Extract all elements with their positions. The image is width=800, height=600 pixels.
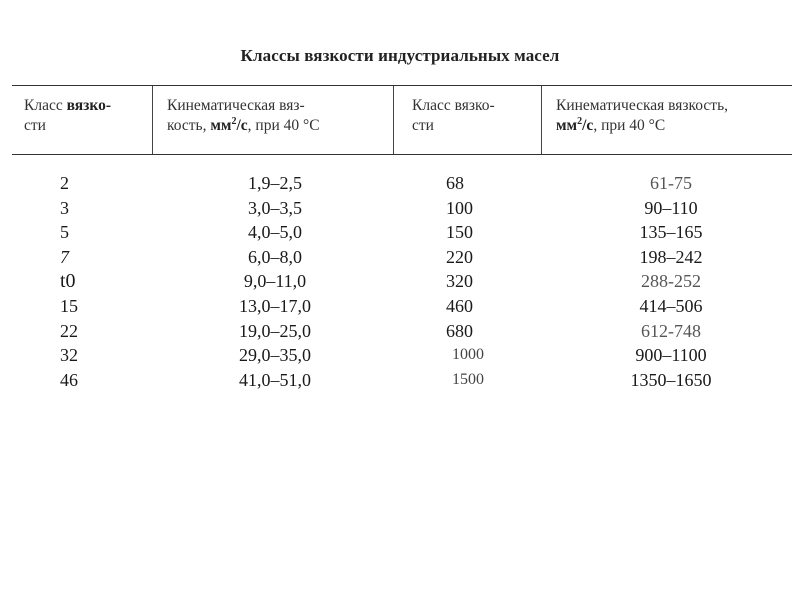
table-cell: 3,0–3,5 xyxy=(248,197,302,218)
column-divider xyxy=(152,86,153,154)
header-unit-sup: 2 xyxy=(577,115,583,127)
table-cell: 90–110 xyxy=(644,197,698,218)
table-cell: 100 xyxy=(446,197,473,218)
header-unit-sup: 2 xyxy=(231,115,237,127)
header-kinematic-viscosity-left xyxy=(167,96,320,136)
table-cell: 1,9–2,5 xyxy=(248,173,302,193)
table-cell: 150 xyxy=(446,222,473,243)
table-cell: 9,0–11,0 xyxy=(243,271,307,292)
table-cell: 2 xyxy=(60,173,69,193)
column-kinematic-viscosity-left xyxy=(220,171,330,392)
table-cell: 135–165 xyxy=(639,222,703,243)
header-unit: /с xyxy=(582,117,594,134)
table-cell: 1500 xyxy=(452,370,484,388)
table-cell: 41,0–51,0 xyxy=(239,369,311,390)
header-text: сти xyxy=(24,117,46,134)
table-cell: 22 xyxy=(60,320,78,341)
table-cell: 414–506 xyxy=(639,295,703,316)
table-cell: 7 xyxy=(60,246,69,267)
header-bottom-rule xyxy=(12,154,792,155)
table-cell: 1000 xyxy=(452,346,484,364)
header-kinematic-viscosity-right xyxy=(556,96,728,136)
table-cell: 15 xyxy=(60,295,78,316)
header-text: сти xyxy=(412,117,434,134)
column-viscosity-class-right xyxy=(446,171,484,392)
table-cell: 612-748 xyxy=(641,320,701,341)
header-text: Кинематическая вяз- xyxy=(167,97,305,114)
header-text: , при 40 °С xyxy=(247,117,320,134)
header-text: кость, xyxy=(167,117,211,134)
table-cell: 680 xyxy=(446,320,473,341)
table-title: Классы вязкости индустриальных масел xyxy=(240,46,560,65)
header-text: Класс вязко- xyxy=(412,97,495,114)
header-viscosity-class-left xyxy=(24,96,111,136)
header-text: , при 40 °С xyxy=(593,117,666,134)
column-divider xyxy=(393,86,394,154)
header-unit: /с xyxy=(236,117,248,134)
header-unit: мм xyxy=(556,117,578,134)
table-cell: 46 xyxy=(60,369,78,390)
table-cell: 68 xyxy=(446,173,464,193)
column-divider xyxy=(541,86,542,154)
table-cell: 220 xyxy=(446,246,473,267)
table-top-rule xyxy=(12,85,792,86)
header-unit: мм xyxy=(210,117,232,134)
column-kinematic-viscosity-right xyxy=(612,171,730,392)
table-cell: 1350–1650 xyxy=(630,369,712,390)
column-viscosity-class-left xyxy=(60,171,78,392)
table-cell: 5 xyxy=(60,222,69,243)
table-cell: 6,0–8,0 xyxy=(248,246,302,267)
header-viscosity-class-right xyxy=(412,96,495,136)
table-cell: 460 xyxy=(446,295,473,316)
table-cell: 3 xyxy=(60,197,69,218)
table-cell: t0 xyxy=(60,270,76,293)
table-cell: 320 xyxy=(446,271,473,292)
header-text: Кинематическая вязкость, xyxy=(556,97,729,114)
table-cell: 19,0–25,0 xyxy=(239,320,311,341)
table-cell: 13,0–17,0 xyxy=(239,295,311,316)
table-cell: 900–1100 xyxy=(635,345,707,366)
table-cell: 32 xyxy=(60,345,78,366)
table-cell: 61-75 xyxy=(650,173,692,193)
header-text: Класс xyxy=(24,97,67,114)
header-text-bold: вязко- xyxy=(66,97,112,114)
table-cell: 288-252 xyxy=(641,271,701,292)
table-cell: 4,0–5,0 xyxy=(248,222,302,243)
table-cell: 29,0–35,0 xyxy=(239,345,311,366)
table-cell: 198–242 xyxy=(639,246,703,267)
